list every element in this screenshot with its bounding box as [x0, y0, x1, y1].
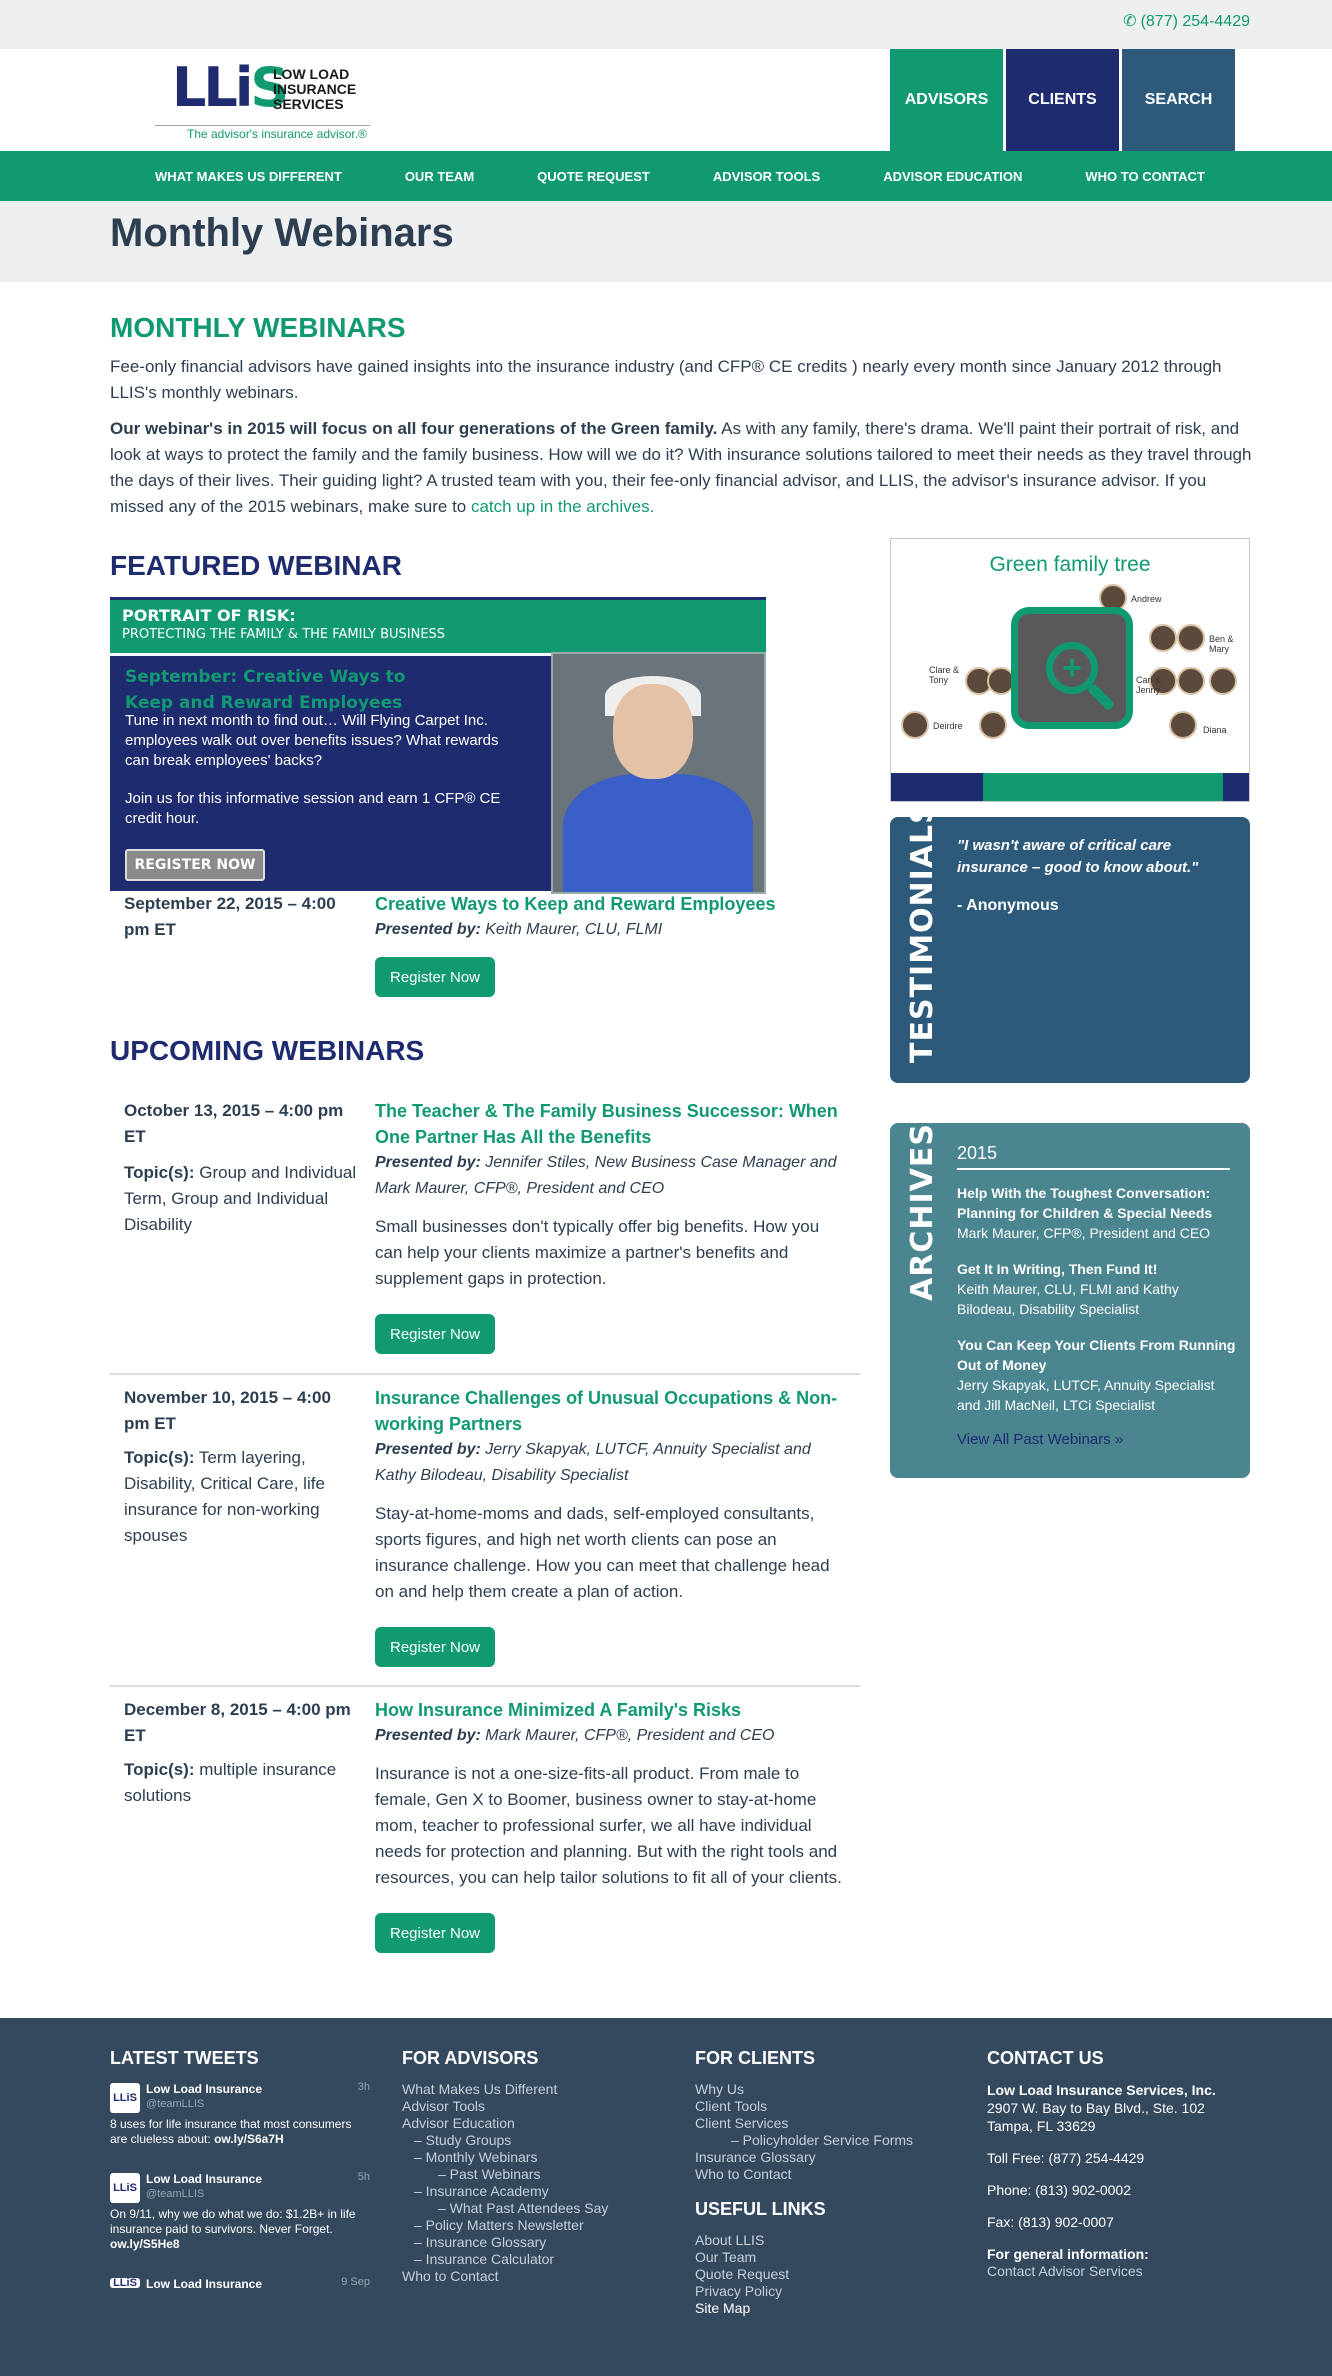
upcoming-heading: UPCOMING WEBINARS [110, 1035, 425, 1066]
footer-link[interactable]: – Policyholder Service Forms [731, 2132, 914, 2148]
testimonials-label: TESTIMONIALS [905, 801, 940, 1063]
intro-section [110, 312, 1252, 530]
session-topics: Topic(s): Term layering, Disability, Critical Care, life insurance for non-working spouses [124, 1448, 325, 1545]
session-info [375, 1385, 850, 1667]
nav-quote-request[interactable]: QUOTE REQUEST [537, 168, 650, 184]
featured-heading: FEATURED WEBINAR [110, 550, 402, 581]
main-nav [0, 151, 1332, 201]
archive-item[interactable]: Help With the Toughest Conversation: Planning for Children & Special Needs Mark Maurer, CFP®, President and CEO [957, 1185, 1213, 1241]
banner-register-button[interactable]: REGISTER NOW [125, 849, 265, 881]
footer-advisors [402, 2048, 608, 2285]
nav-our-team[interactable]: OUR TEAM [404, 168, 475, 184]
twitter-avatar: LLiS [110, 2278, 140, 2288]
archive-item[interactable]: You Can Keep Your Clients From Running Out of Money Jerry Skapyak, LUTCF, Annuity Specialist and Jill MacNeil, LTCi Specialist [957, 1337, 1236, 1413]
magnifier-icon: + [1046, 642, 1098, 694]
footer-link[interactable]: – Study Groups [414, 2132, 512, 2148]
footer-heading: LATEST TWEETS [110, 2048, 259, 2068]
banner-title: PORTRAIT OF RISK: [122, 606, 296, 625]
footer-link[interactable]: Privacy Policy [695, 2283, 783, 2299]
archives-label: ARCHIVES [905, 1123, 940, 1301]
twitter-avatar: LLiS [110, 2173, 140, 2203]
archives-box [890, 1123, 1250, 1478]
general-info-label: For general information: [987, 2246, 1149, 2262]
site-header [0, 49, 1332, 151]
footer-tweets [110, 2048, 370, 2316]
address-line: 2907 W. Bay to Bay Blvd., Ste. 102 [987, 2100, 1205, 2116]
nav-advisor-tools[interactable]: ADVISOR TOOLS [712, 168, 821, 184]
audience-tabs [890, 49, 1235, 151]
footer-link[interactable]: Client Services [695, 2115, 789, 2131]
presenter-photo [551, 652, 766, 894]
logo-name: LOW LOAD INSURANCE SERVICES [273, 66, 357, 112]
tab-clients[interactable]: CLIENTS [1006, 49, 1119, 151]
footer-link[interactable]: Insurance Glossary [695, 2149, 816, 2165]
footer-heading: FOR ADVISORS [402, 2048, 539, 2068]
session-info [375, 1098, 850, 1354]
register-button[interactable]: Register Now [375, 1627, 495, 1667]
logo-divider [155, 125, 370, 126]
footer-link[interactable]: – Policy Matters Newsletter [414, 2217, 584, 2233]
archives-list [957, 1183, 1237, 1449]
session-blurb: Insurance is not a one-size-fits-all product. From male to female, Gen X to Boomer, business owner to stay-at-home mom, teacher to professional surfer, we all have individual needs for protection and planning. But with the right tools and resources, you can help tailor solutions to fit all of your clients. [375, 1764, 842, 1887]
phone-icon: ✆ [1123, 13, 1137, 30]
footer-link[interactable]: Why Us [695, 2081, 744, 2097]
company-name: Low Load Insurance Services, Inc. [987, 2082, 1216, 2098]
page-title-bar [0, 201, 1332, 282]
footer-link[interactable]: Who to Contact [402, 2268, 499, 2284]
testimonials-box [890, 801, 1250, 1083]
footer-link[interactable]: – Past Webinars [438, 2166, 541, 2182]
session-blurb: Small businesses don't typically offer big benefits. How you can help your clients maximize a partner's benefits and supplement gaps in protection. [375, 1217, 820, 1288]
footer-link[interactable]: Our Team [695, 2249, 757, 2265]
view-all-webinars-link[interactable]: View All Past Webinars » [957, 1431, 1124, 1448]
tree-label: Andrew [1131, 594, 1162, 604]
logo-tagline: The advisor's insurance advisor.® [187, 127, 367, 141]
tab-advisors[interactable]: ADVISORS [890, 49, 1003, 151]
footer-link[interactable]: – Insurance Academy [414, 2183, 549, 2199]
footer-heading: FOR CLIENTS [695, 2048, 815, 2068]
session-title[interactable]: Creative Ways to Keep and Reward Employees [375, 894, 776, 914]
session-title[interactable]: How Insurance Minimized A Family's Risks [375, 1700, 742, 1720]
archive-item[interactable]: Get It In Writing, Then Fund It! Keith Maurer, CLU, FLMI and Kathy Bilodeau, Disability Specialist [957, 1261, 1179, 1317]
site-logo[interactable] [155, 56, 370, 143]
tree-label: Carl & Jenny [1136, 675, 1162, 695]
footer-heading: CONTACT US [987, 2048, 1104, 2068]
tweet[interactable]: LLiS Low Load Insurance 9 Sep [110, 2276, 370, 2292]
page-title: Monthly Webinars [110, 211, 454, 255]
client-links [695, 2081, 913, 2183]
testimonial-author: - Anonymous [957, 897, 1059, 914]
footer-link[interactable]: Site Map [695, 2300, 751, 2316]
nav-what-makes-us-different[interactable]: WHAT MAKES US DIFFERENT [155, 168, 342, 184]
tree-label: Diana [1203, 725, 1227, 735]
session-date: November 10, 2015 – 4:00 pm ET [124, 1388, 331, 1433]
footer-link[interactable]: Client Tools [695, 2098, 768, 2114]
session-presenter: Presented by: Keith Maurer, CLU, FLMI [375, 921, 663, 938]
footer-link[interactable]: Who to Contact [695, 2166, 792, 2182]
archives-year: 2015 [957, 1143, 1230, 1170]
tree-label: Ben & Mary [1209, 634, 1234, 654]
address-line: Tampa, FL 33629 [987, 2118, 1096, 2134]
banner-subtitle: PROTECTING THE FAMILY & THE FAMILY BUSINESS [122, 627, 446, 642]
banner-body [110, 653, 766, 891]
tweet[interactable]: LLiS Low Load Insurance @teamLLIS 5h On 9/11, why we do what we do: $1.2B+ in life insurance paid to survivors. Never Forget. ow.ly/S5He8 [110, 2171, 370, 2251]
session-date: December 8, 2015 – 4:00 pm ET [124, 1700, 351, 1745]
banner-session-title: September: Creative Ways to Keep and Reward Employees [125, 667, 406, 713]
nav-who-to-contact[interactable]: WHO TO CONTACT [1085, 168, 1205, 184]
contact-advisor-services-link[interactable]: Contact Advisor Services [987, 2263, 1143, 2279]
banner-description: Tune in next month to find out… Will Flying Carpet Inc. employees walk out over benefits issues? What rewards can break employees' backs? Join us for this informative session and earn 1 CFP® CE credit hour. [125, 712, 501, 827]
tree-portrait [1209, 667, 1237, 695]
intro-paragraph: Fee-only financial advisors have gained insights into the insurance industry (and CFP® CE credits ) nearly every month since January 2012 through LLIS's monthly webinars. [110, 357, 1222, 402]
tree-portrait [901, 711, 929, 739]
tree-footer-strip [891, 773, 1249, 801]
session-title[interactable]: The Teacher & The Family Business Successor: When One Partner Has All the Benefits [375, 1101, 838, 1147]
archives-link[interactable]: catch up in the archives. [470, 497, 655, 516]
session-blurb: Stay-at-home-moms and dads, self-employed consultants, sports figures, and high net worth clients can pose an insurance challenge. How you can meet that challenge head on and help them create a plan of action. [375, 1504, 830, 1601]
session-divider [110, 1685, 860, 1687]
advisor-links [402, 2081, 608, 2285]
footer-link[interactable]: – Insurance Calculator [414, 2251, 555, 2267]
tab-search[interactable]: SEARCH [1122, 49, 1235, 151]
phone-link[interactable] [1123, 11, 1250, 31]
tree-label: Deirdre [933, 721, 963, 731]
zoom-in-icon[interactable] [1011, 607, 1133, 729]
session-divider [110, 1373, 860, 1375]
tweet-link[interactable]: ow.ly/S6a7H [214, 2132, 284, 2146]
footer-link[interactable]: Advisor Education [402, 2115, 515, 2131]
logo-mark: LLiS [172, 56, 287, 119]
register-button[interactable]: Register Now [375, 1913, 495, 1953]
tree-portrait [979, 711, 1007, 739]
session-info [375, 1697, 850, 1953]
testimonial-quote: "I wasn't aware of critical care insurance – good to know about." [957, 837, 1199, 876]
session-presenter: Presented by: Mark Maurer, CFP®, President and CEO [375, 1727, 775, 1744]
footer-link[interactable]: About LLIS [695, 2232, 765, 2248]
tree-portrait [1177, 667, 1205, 695]
banner-header [110, 597, 766, 653]
toll-free: Toll Free: (877) 254-4429 [987, 2150, 1145, 2166]
top-bar [0, 0, 1332, 49]
tree-title: Green family tree [989, 553, 1151, 576]
session-date: October 13, 2015 – 4:00 pm ET [124, 1101, 344, 1146]
footer-heading: USEFUL LINKS [695, 2199, 826, 2219]
tree-label: Clare & Tony [929, 665, 960, 685]
section-title: MONTHLY WEBINARS [110, 312, 406, 343]
session-presenter: Presented by: Jennifer Stiles, New Business Case Manager and Mark Maurer, CFP®, President and CEO [375, 1154, 837, 1197]
footer-link[interactable]: Advisor Tools [402, 2098, 486, 2114]
tree-portrait [1149, 624, 1177, 652]
register-button[interactable]: Register Now [375, 957, 495, 997]
tweet-link[interactable]: ow.ly/S5He8 [110, 2237, 180, 2251]
session-title[interactable]: Insurance Challenges of Unusual Occupations & Non-working Partners [375, 1388, 838, 1434]
family-tree-thumbnail[interactable] [890, 538, 1250, 802]
session-info [375, 891, 850, 997]
session-topics: Topic(s): Group and Individual Term, Group and Individual Disability [124, 1163, 357, 1234]
site-footer [0, 2018, 1332, 2376]
tweet[interactable]: LLiS Low Load Insurance @teamLLIS 3h 8 uses for life insurance that most consumers are clueless about: ow.ly/S6a7H [110, 2081, 370, 2146]
phone-number: (877) 254-4429 [1140, 13, 1250, 30]
session-topics: Topic(s): multiple insurance solutions [124, 1760, 337, 1805]
intro-paragraph-2: Our webinar's in 2015 will focus on all four generations of the Green family. As with any family, there's drama. We'll paint their portrait of risk, and look at ways to protect the family and the family business. How will we do it? With insurance solutions tailored to meet their needs as they travel through the days of their lives. Their guiding light? A trusted team with you, their fee-only financial advisor, and LLIS, the advisor's insurance advisor. If you missed any of the 2015 webinars, make sure to catch up in the archives. [110, 419, 1252, 516]
tree-portrait [1169, 711, 1197, 739]
footer-contact [987, 2048, 1216, 2280]
fax: Fax: (813) 902-0007 [987, 2214, 1114, 2230]
footer-link[interactable]: Quote Request [695, 2266, 790, 2282]
twitter-avatar: LLiS [110, 2083, 140, 2113]
phone: Phone: (813) 902-0002 [987, 2182, 1131, 2198]
footer-link[interactable]: – Insurance Glossary [414, 2234, 547, 2250]
footer-clients [695, 2048, 913, 2317]
footer-link[interactable]: – Monthly Webinars [414, 2149, 538, 2165]
tree-portrait [1177, 624, 1205, 652]
featured-banner[interactable] [110, 597, 766, 891]
register-button[interactable]: Register Now [375, 1314, 495, 1354]
session-date: September 22, 2015 – 4:00 pm ET [124, 894, 336, 939]
footer-link[interactable]: What Makes Us Different [402, 2081, 558, 2097]
session-presenter: Presented by: Jerry Skapyak, LUTCF, Annuity Specialist and Kathy Bilodeau, Disability Specialist [375, 1441, 811, 1484]
footer-link[interactable]: – What Past Attendees Say [438, 2200, 609, 2216]
nav-advisor-education[interactable]: ADVISOR EDUCATION [883, 168, 1023, 184]
